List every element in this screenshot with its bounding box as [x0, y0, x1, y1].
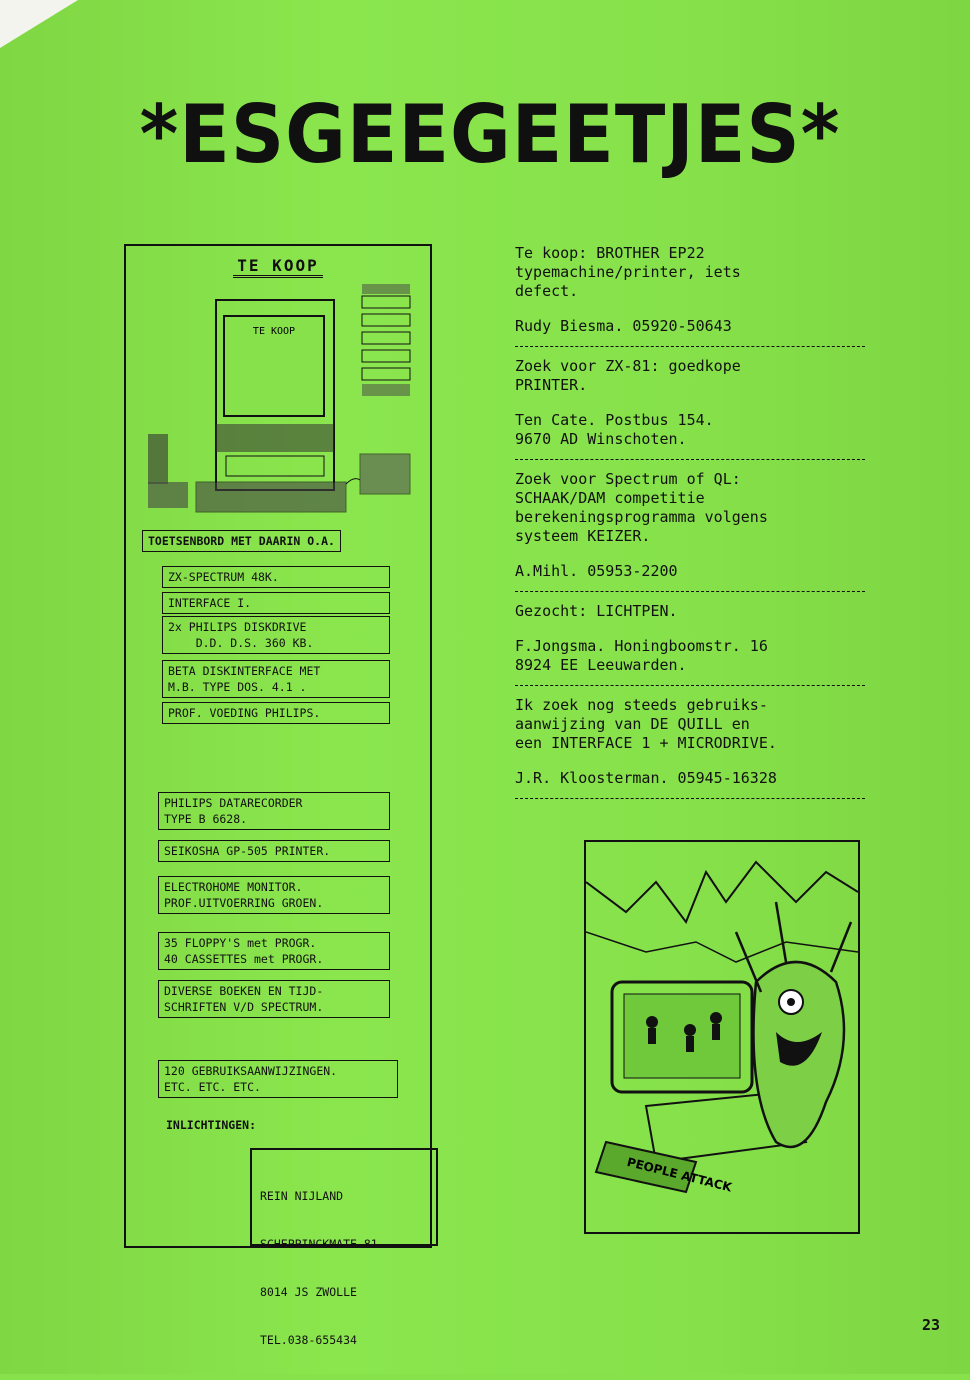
page-number: 23 — [922, 1316, 941, 1334]
divider — [515, 685, 865, 686]
monster-cartoon — [584, 840, 860, 1234]
included-item: PROF. VOEDING PHILIPS. — [162, 702, 390, 724]
included-item: 2x PHILIPS DISKDRIVE D.D. D.S. 360 KB. — [162, 616, 390, 654]
classified-contact: J.R. Kloosterman. 05945-16328 — [515, 769, 777, 787]
classified-ad: Ik zoek nog steeds gebruiks- aanwijzing van DE QUILL en een INTERFACE 1 + MICRODRIVE. — [515, 696, 777, 752]
classified-contact: A.Mihl. 05953-2200 — [515, 562, 678, 580]
classified-ad: Gezocht: LICHTPEN. — [515, 602, 678, 620]
book-title: PEOPLE ATTACK — [625, 1154, 734, 1195]
screen-text: TE KOOP — [252, 326, 296, 337]
for-sale-ad — [124, 244, 432, 1347]
ad-heading: TE KOOP — [126, 256, 430, 275]
included-item: INTERFACE I. — [162, 592, 390, 614]
cartoon-illustration — [586, 842, 858, 1232]
sale-item: SEIKOSHA GP-505 PRINTER. — [158, 840, 390, 862]
contact-line: SCHEPPINCKMATE 81 — [260, 1237, 378, 1251]
classifieds-column — [515, 244, 865, 809]
info-label: INLICHTINGEN: — [166, 1118, 257, 1132]
torn-corner — [0, 0, 78, 48]
keyboard-header: TOETSENBORD MET DAARIN O.A. — [142, 530, 341, 552]
sale-item: PHILIPS DATARECORDER TYPE B 6628. — [158, 792, 390, 830]
contact-box — [250, 1148, 438, 1347]
page-title: *ESGEEGEETJES* — [139, 88, 841, 182]
classified-ad: Te koop: BROTHER EP22 typemachine/printer, iets defect. — [515, 244, 741, 300]
computer-setup-illustration — [146, 284, 416, 534]
sale-item: DIVERSE BOEKEN EN TIJD- SCHRIFTEN V/D SPECTRUM. — [158, 980, 390, 1018]
divider — [515, 459, 865, 460]
divider — [515, 798, 865, 799]
contact-line: REIN NIJLAND — [260, 1189, 344, 1203]
contact-line: 8014 JS ZWOLLE — [260, 1285, 357, 1299]
included-item: BETA DISKINTERFACE MET M.B. TYPE DOS. 4.1 . — [162, 660, 390, 698]
divider — [515, 346, 865, 347]
contact-line: TEL.038-655434 — [260, 1333, 357, 1347]
classified-ad: Zoek voor ZX-81: goedkope PRINTER. — [515, 357, 741, 394]
classified-contact: F.Jongsma. Honingboomstr. 16 8924 EE Leeuwarden. — [515, 637, 768, 674]
sale-item: 120 GEBRUIKSAANWIJZINGEN. ETC. ETC. ETC. — [158, 1060, 398, 1098]
classified-contact: Ten Cate. Postbus 154. 9670 AD Winschoten. — [515, 411, 714, 448]
included-item: ZX-SPECTRUM 48K. — [162, 566, 390, 588]
classified-ad: Zoek voor Spectrum of QL: SCHAAK/DAM competitie berekeningsprogramma volgens systeem KEIZER. — [515, 470, 768, 545]
divider — [515, 591, 865, 592]
sale-item: ELECTROHOME MONITOR. PROF.UITVOERRING GROEN. — [158, 876, 390, 914]
sale-item: 35 FLOPPY'S met PROGR. 40 CASSETTES met PROGR. — [158, 932, 390, 970]
classified-contact: Rudy Biesma. 05920-50643 — [515, 317, 732, 335]
